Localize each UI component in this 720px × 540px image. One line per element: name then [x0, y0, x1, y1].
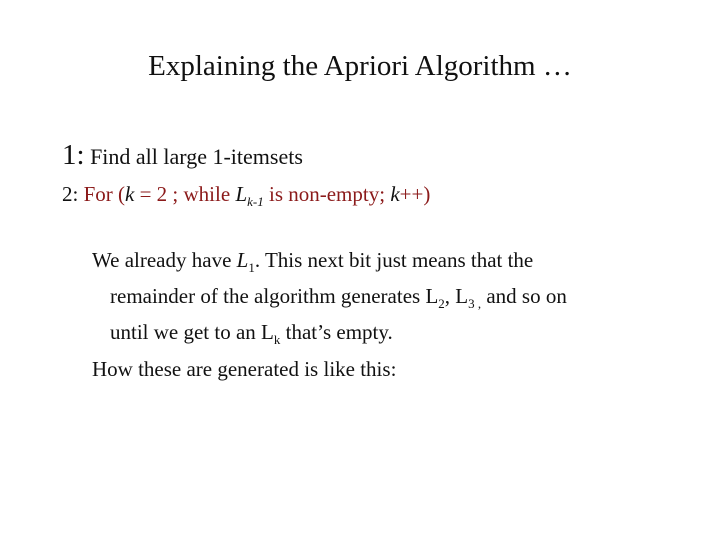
line1-subscript: 1 — [248, 260, 255, 276]
paragraph-line-1 — [92, 246, 672, 282]
step-1 — [62, 138, 303, 174]
step-2 — [62, 180, 430, 216]
line2-text-c: and so on — [481, 284, 567, 309]
eq-text: = 2 ; while — [134, 182, 236, 206]
line2-subscript-1: 2 — [438, 296, 445, 312]
paragraph-line-3 — [92, 318, 672, 354]
step-2-number: 2: — [62, 182, 79, 206]
slide-title: Explaining the Apriori Algorithm … — [148, 50, 572, 82]
line2-text-a: remainder of the algorithm generates L — [110, 284, 439, 309]
for-open: For ( — [83, 182, 126, 206]
k-increment-variable: k — [390, 182, 400, 206]
paragraph-line-4: How these are generated is like this: — [92, 356, 397, 381]
line3-text-b: that’s empty. — [280, 320, 393, 345]
line3-text-a: until we get to an L — [110, 320, 274, 345]
line1-text-b: . This next bit just means that the — [254, 248, 534, 272]
paragraph-line-2 — [92, 282, 672, 318]
L-subscript: k-1 — [247, 194, 264, 210]
line2-subscript-2: 3 , — [468, 296, 482, 312]
line2-text-b: , L — [444, 284, 469, 309]
step-1-text: Find all large 1-itemsets — [90, 144, 303, 169]
line3-subscript: k — [273, 332, 281, 348]
k-variable: k — [125, 182, 135, 206]
mid-text: is non-empty; — [263, 182, 391, 206]
L-variable: L — [235, 182, 248, 206]
explanation-paragraph — [92, 246, 672, 383]
line1-L: L — [236, 248, 249, 272]
close-text: ++) — [399, 182, 431, 206]
step-1-number: 1: — [62, 139, 85, 171]
line1-text-a: We already have — [92, 248, 237, 272]
